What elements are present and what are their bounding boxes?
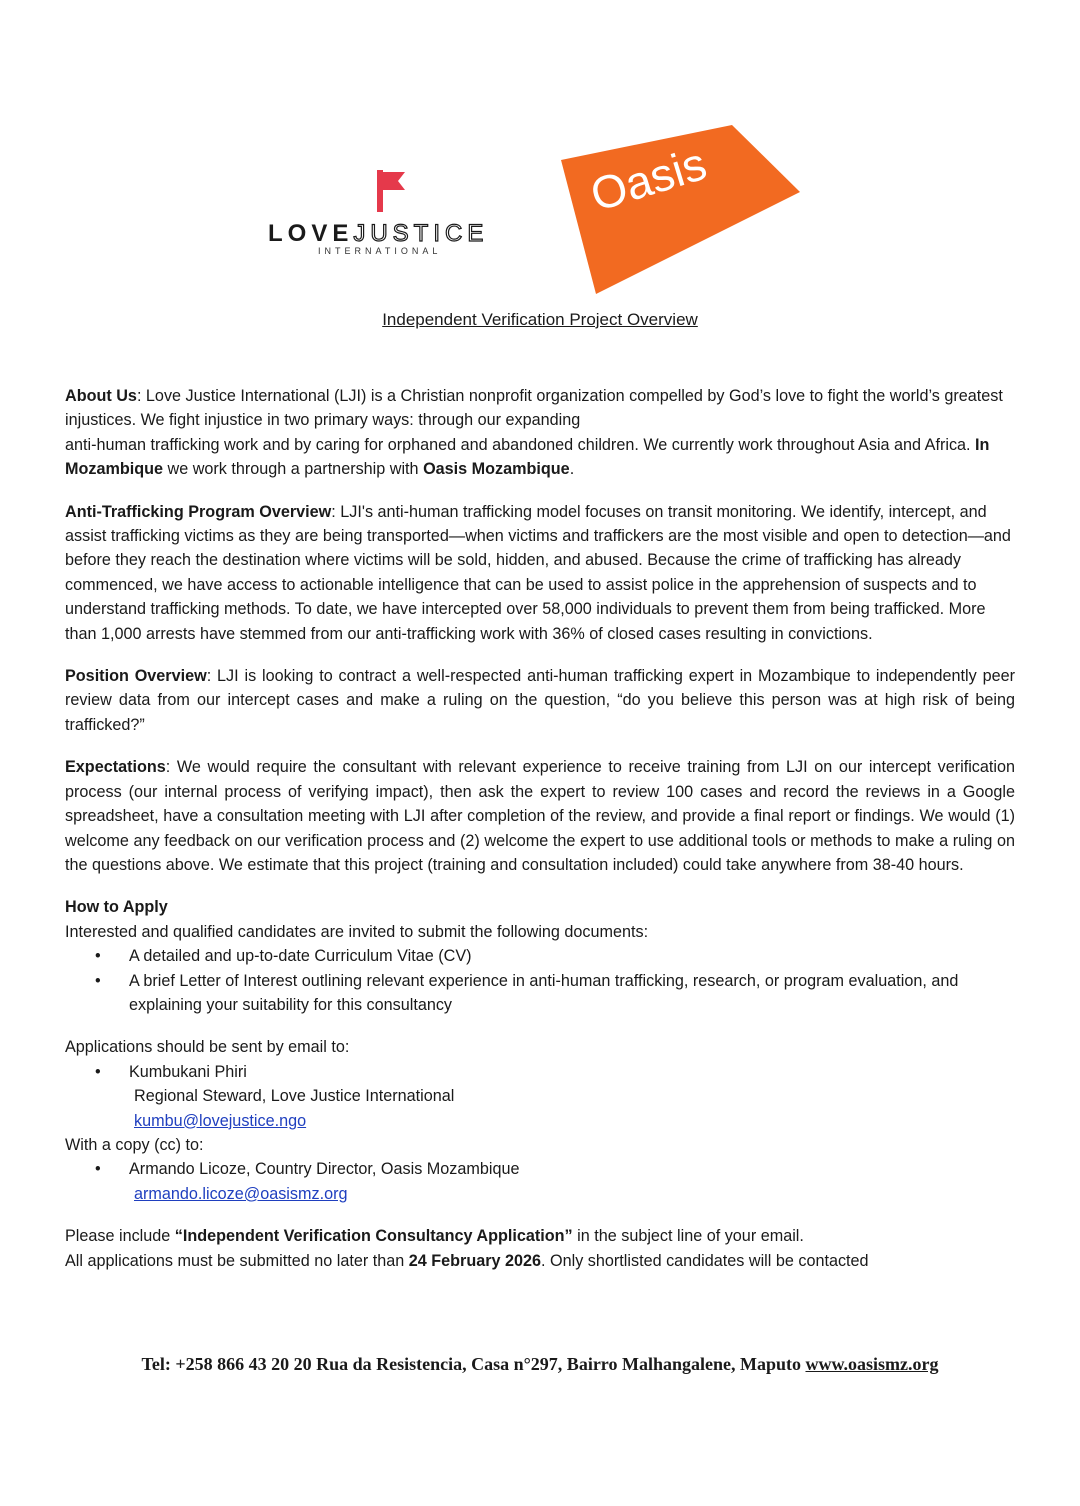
page-title: Independent Verification Project Overview [382,310,698,329]
document-body [65,384,1015,1273]
list-item: • A brief Letter of Interest outlining relevant experience in anti-human trafficking, research, or program evaluation, and explaining your suitability for this consultancy [65,969,1015,1018]
anti-trafficking-text: : LJI's anti-human trafficking model focuses on transit monitoring. We identify, intercept, and assist trafficking victims as they are being transported—when victims and traffickers are the most visible and open to detection—and before they reach the destination where victims will be sold, hidden, and abused. Because the crime of trafficking has already commenced, we have access to actionable intelligence that can be used to assist police in the apprehension of suspects and to understand trafficking methods. To date, we have intercepted over 58,000 individuals to prevent them from being trafficked. More than 1,000 arrests have stemmed from our anti-trafficking work with 36% of closed cases resulting in convictions. [65,502,1011,643]
contact-email-link[interactable]: kumbu@lovejustice.ngo [134,1111,307,1130]
expectations-paragraph [65,755,1015,877]
cc-list [65,1157,1015,1181]
footer-website-link[interactable]: www.oasismz.org [805,1354,939,1374]
lj-international-text: INTERNATIONAL [318,246,442,256]
cc-label: With a copy (cc) to: [65,1135,204,1154]
list-item: • A detailed and up-to-date Curriculum Vitae (CV) [65,944,1015,968]
cc-email-link[interactable]: armando.licoze@oasismz.org [134,1184,348,1203]
subject-post: in the subject line of your email. [572,1227,804,1246]
about-end: . [569,460,575,479]
oasis-wordmark: Oasis [584,136,713,222]
about-bold-2: Oasis Mozambique [423,460,570,479]
position-text: : LJI is looking to contract a well-respected anti-human trafficking expert in Mozambique to independently peer review data from our intercept cases and make a ruling on the question, “do you believe this person was at high risk of being trafficked?” [65,667,1015,734]
header-logos [0,0,1080,300]
contact-list [65,1060,1015,1084]
deadline-post: . Only shortlisted candidates will be contacted [541,1251,869,1270]
footer [0,1354,1080,1375]
subject-line-note [65,1224,1015,1248]
about-bold-1: In Mozambique [65,435,990,479]
subject-pre: Please include [65,1227,175,1246]
oasis-logo [556,120,806,298]
documents-list [65,944,1015,1017]
deadline-pre: All applications must be submitted no later than [65,1251,409,1270]
lj-justice-text: JUSTICE [353,220,489,247]
footer-contact: Tel: +258 866 43 20 20 Rua da Resistencia, Casa n°297, Bairro Malhangalene, Maputo [141,1354,806,1374]
expectations-text: : We would require the consultant with relevant experience to receive training from LJI on our intercept verification process (our internal process of verifying impact), then ask the expert to review 100 cases and record the reviews in a Google spreadsheet, have a consultation meeting with LJI after completion of the review, and provide a final report or findings. We would (1) welcome any feedback on our verification process and (2) welcome the expert to use additional tools or methods to make a ruling on the questions above. We estimate that this project (training and consultation included) could take anywhere from 38-40 hours. [65,758,1015,874]
apply-intro: Interested and qualified candidates are invited to submit the following documents: [65,922,649,941]
about-text-3: we work through a partnership with [163,460,424,479]
deadline-bold: 24 February 2026 [408,1251,542,1270]
lj-wordmark [268,220,488,248]
about-label: About Us [65,387,137,405]
subject-bold: “Independent Verification Consultancy Application” [174,1227,573,1246]
contact-name: • Kumbukani Phiri [65,1060,1015,1084]
anti-trafficking-paragraph [65,500,1015,646]
about-text-1: : Love Justice International (LJI) is a Christian nonprofit organization compelled by God’s love to fight the world’s greatest injustices. We fight injustice in two primary ways: through our expanding [65,387,1003,430]
position-paragraph [65,664,1015,737]
about-paragraph [65,384,1015,482]
contact-role: Regional Steward, Love Justice International [134,1087,455,1106]
lj-love-text: LOVE [268,220,354,247]
flag-icon [374,170,408,214]
about-text-2: anti-human trafficking work and by caring for orphaned and abandoned children. We currently work throughout Asia and Africa. [65,435,976,454]
deadline-note [65,1249,1015,1273]
cc-name: • Armando Licoze, Country Director, Oasis Mozambique [65,1157,1015,1181]
anti-trafficking-label: Anti-Trafficking Program Overview [65,502,332,521]
how-to-apply-heading: How to Apply [65,898,168,917]
send-to-label: Applications should be sent by email to: [65,1038,350,1057]
love-justice-logo [268,168,508,263]
expectations-label: Expectations [65,758,166,777]
position-label: Position Overview [65,667,207,686]
